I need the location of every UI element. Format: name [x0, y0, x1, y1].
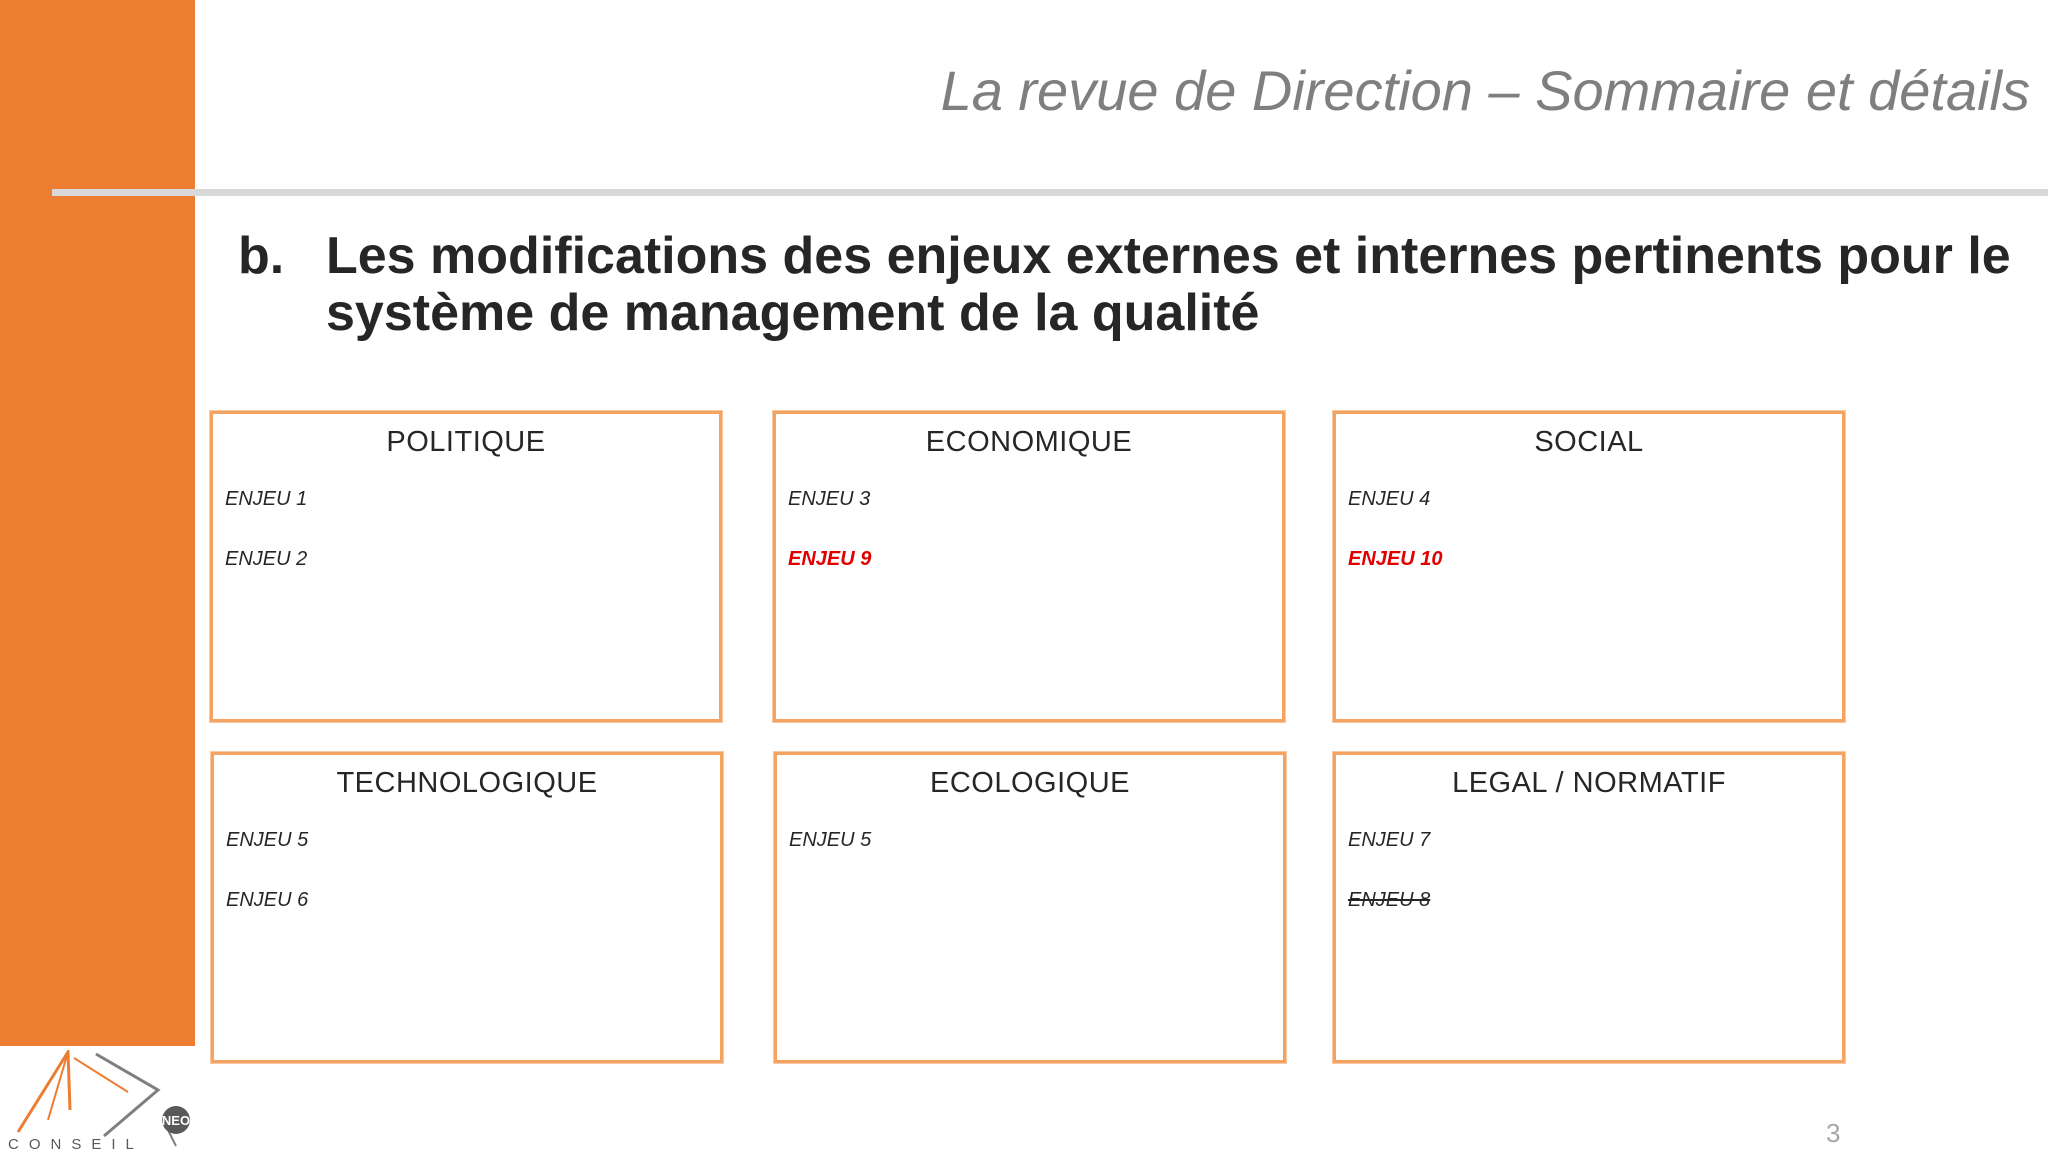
card-item: ENJEU 5 — [226, 829, 309, 851]
card-title: ECOLOGIQUE — [930, 767, 1130, 799]
section-marker: b. — [238, 227, 285, 285]
card-title: SOCIAL — [1534, 426, 1644, 458]
card-item: ENJEU 3 — [788, 488, 871, 510]
card-item: ENJEU 5 — [789, 829, 872, 851]
card-item-highlighted: ENJEU 9 — [788, 548, 872, 570]
card-item: ENJEU 4 — [1348, 488, 1431, 510]
card-item-struck: ENJEU 8 — [1348, 889, 1431, 911]
card-item: ENJEU 1 — [225, 488, 308, 510]
card-title: POLITIQUE — [386, 426, 546, 458]
card-legal-normatif — [1333, 752, 1845, 1063]
card-social — [1333, 411, 1845, 722]
card-title: ECONOMIQUE — [925, 426, 1133, 458]
slide-title: La revue de Direction – Sommaire et détails — [940, 59, 2030, 122]
card-politique — [210, 411, 722, 722]
page-number: 3 — [1826, 1118, 1841, 1148]
card-item: ENJEU 6 — [226, 889, 309, 911]
logo-badge: NEO — [161, 1113, 191, 1128]
card-item: ENJEU 7 — [1348, 829, 1431, 851]
card-economique — [773, 411, 1285, 722]
card-title: TECHNOLOGIQUE — [336, 767, 598, 799]
logo-word: CONSEIL — [8, 1136, 144, 1153]
header-divider — [52, 189, 2048, 196]
section-heading — [238, 228, 2028, 342]
card-ecologique — [774, 752, 1286, 1063]
card-item: ENJEU 2 — [225, 548, 308, 570]
section-heading-text: Les modifications des enjeux externes et internes pertinents pour le système de management de la qualité — [326, 227, 2011, 342]
card-title: LEGAL / NORMATIF — [1452, 767, 1726, 799]
card-item-highlighted: ENJEU 10 — [1348, 548, 1443, 570]
card-technologique — [211, 752, 723, 1063]
orange-side-bar — [0, 0, 195, 1046]
